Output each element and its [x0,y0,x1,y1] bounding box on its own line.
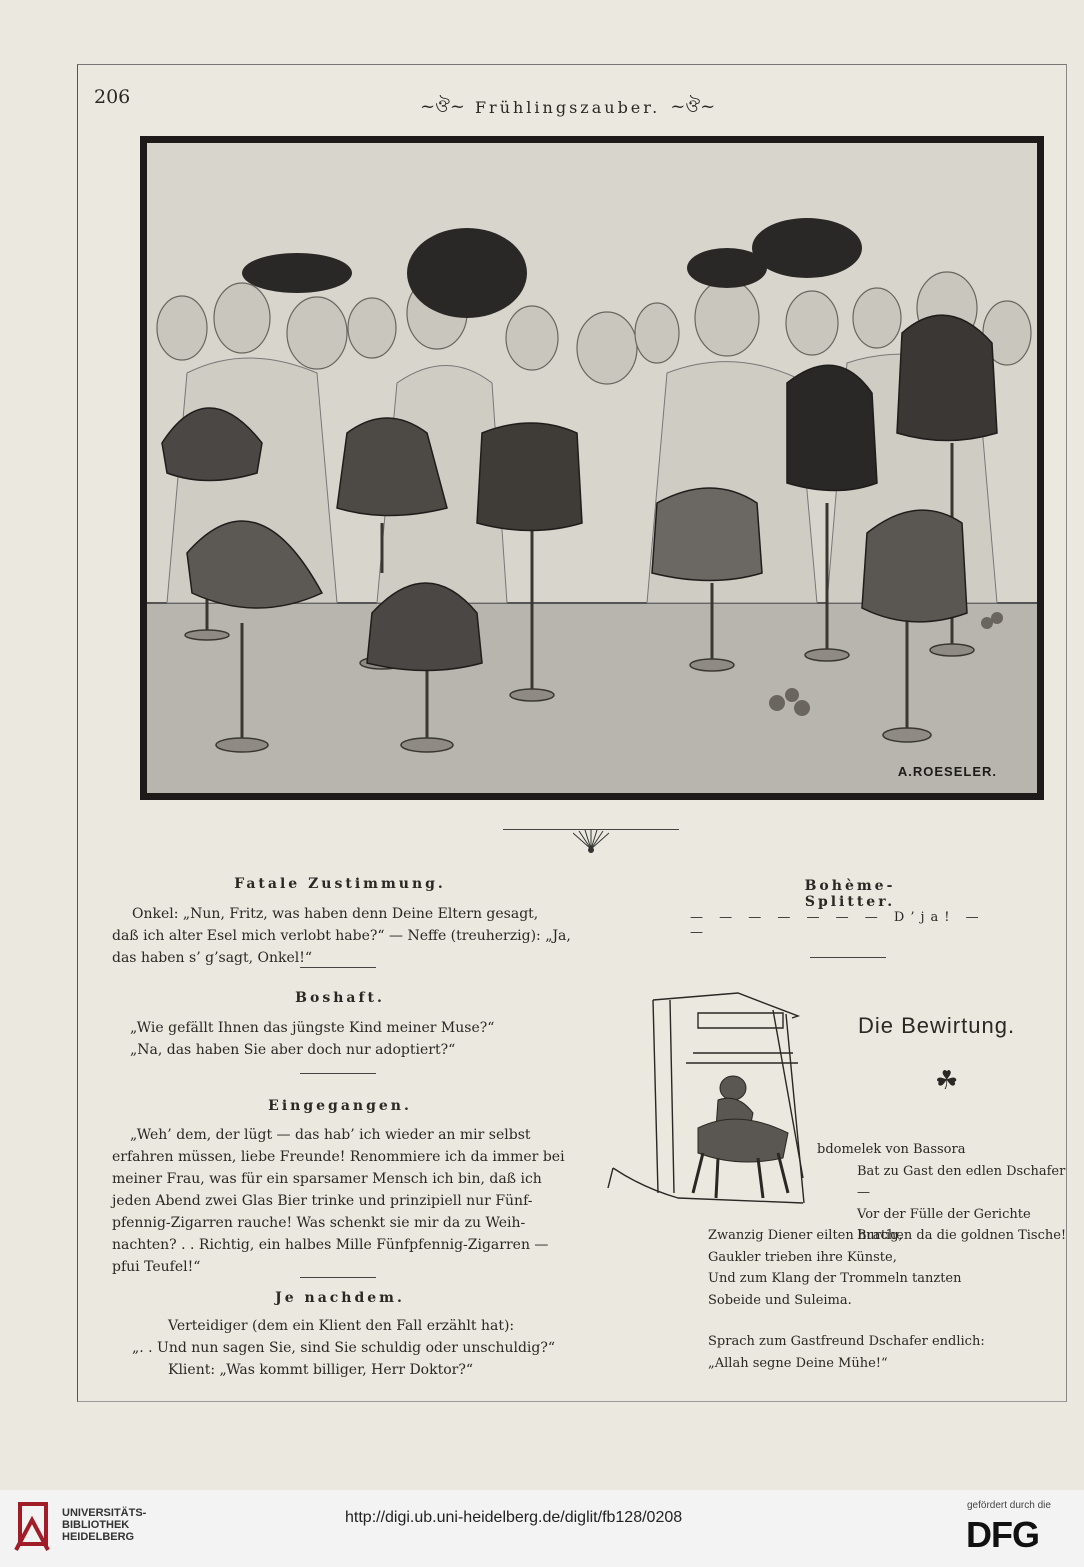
text-line: Klient: „Was kommt billiger, Herr Doktor?“ [168,1362,474,1378]
heading-eingegangen: Eingegangen. [268,1098,412,1114]
text-line: jeden Abend zwei Glas Bier trinke und prinzipiell nur Fünf- [112,1193,533,1209]
short-rule [300,1073,376,1074]
text-line: nachten? . . Richtig, ein halbes Mille Fünfpfennig-Zigarren — [112,1237,549,1253]
text-eingegangen [112,1124,582,1278]
poem-line: Brachen da die goldnen Tische! [857,1228,1067,1243]
running-title: Frühlingszauber. [474,98,661,117]
text-line: pfui Teufel!“ [112,1259,201,1275]
heading-boshaft: Boshaft. [295,990,385,1006]
text-line: „Wie gefällt Ihnen das jüngste Kind meiner Muse?“ [130,1020,495,1036]
sunburst-ornament-icon [573,829,609,855]
text-boshaft [130,1017,580,1061]
poem-line: „Allah segne Deine Mühe!“ [708,1355,888,1371]
library-name-line: BIBLIOTHEK [62,1519,130,1531]
library-name-line: HEIDELBERG [62,1531,135,1543]
heading-die-bewirtung: Die Bewirtung. [858,1013,1016,1038]
text-line: „Na, das haben Sie aber doch nur adoptiert?“ [130,1042,456,1058]
poem-line: Gaukler trieben ihre Künste, [708,1249,897,1265]
library-name-line: UNIVERSITÄTS- [62,1507,147,1519]
left-flourish-icon: ~ঔ~ [420,96,465,117]
text-line: daß ich alter Esel mich verlobt habe?“ — Neffe (treuherzig): „Ja, [112,928,571,944]
text-line: meiner Frau, was für ein sparsamer Mensch ich bin, daß ich [112,1171,542,1187]
funding-note: gefördert durch die [967,1500,1051,1511]
right-flourish-icon: ~ঔ~ [670,96,716,117]
library-name [62,1507,146,1543]
university-library-logo-icon [12,1500,52,1556]
short-rule [300,1277,376,1278]
running-header [420,92,770,123]
page-number: 206 [94,86,131,108]
text-line: pfennig-Zigarren rauche! Was schenkt sie mir da zu Weih- [112,1215,526,1231]
artist-signature: A.ROESELER. [897,764,997,779]
shamrock-ornament-icon: ☘ [935,1066,959,1096]
text-line: Onkel: „Nun, Fritz, was haben denn Deine Eltern gesagt, [132,906,539,922]
heading-fatale-zustimmung: Fatale Zustimmung. [234,876,446,892]
short-rule [300,967,376,968]
hat-shop-illustration [140,136,1044,800]
text-boheme-splitter: — — — — — — — D’ja! — — [690,910,985,940]
poem-bewirtung-closing [708,1331,1028,1374]
poem-line: Vor der Fülle der Gerichte [857,1206,1031,1222]
poem-line: Sobeide und Suleima. [708,1292,852,1308]
permalink-url[interactable]: http://digi.ub.uni-heidelberg.de/diglit/fb128/0208 [345,1509,683,1526]
text-line: „. . Und nun sagen Sie, sind Sie schuldig oder unschuldig?“ [132,1340,556,1356]
poem-bewirtung-stanza-2 [708,1225,1008,1311]
poem-line: Und zum Klang der Trommeln tanzten [708,1271,962,1286]
ub-heidelberg-mark-icon [12,1500,52,1556]
short-rule [810,957,886,958]
text-fatale-zustimmung [112,903,580,969]
text-je-nachdem [130,1315,580,1381]
text-line: „Weh’ dem, der lügt — das hab’ ich wieder an mir selbst [130,1127,531,1143]
camel-rider-illustration [598,988,808,1210]
poem-line: Zwanzig Diener eilten hurtig, [708,1228,903,1243]
section-separator [503,827,679,857]
poem-line: Sprach zum Gastfreund Dschafer endlich: [708,1334,985,1349]
heading-je-nachdem: Je nachdem. [275,1290,405,1306]
heading-boheme-splitter: Bohème-Splitter. [804,878,896,910]
text-line: erfahren müssen, liebe Freunde! Renommiere ich da immer bei [112,1149,565,1165]
text-line: das haben s’ g’sagt, Onkel!“ [112,950,313,966]
poem-line: Bat zu Gast den edlen Dschafer — [857,1163,1066,1200]
camel-rider-drawing [598,988,808,1210]
text-line: Verteidiger (dem ein Klient den Fall erzählt hat): [168,1318,515,1334]
dfg-logo: DFG [966,1514,1039,1555]
poem-line: bdomelek von Bassora [817,1142,966,1157]
illustration-drawing [147,143,1037,793]
digitization-footer [0,1490,1084,1567]
